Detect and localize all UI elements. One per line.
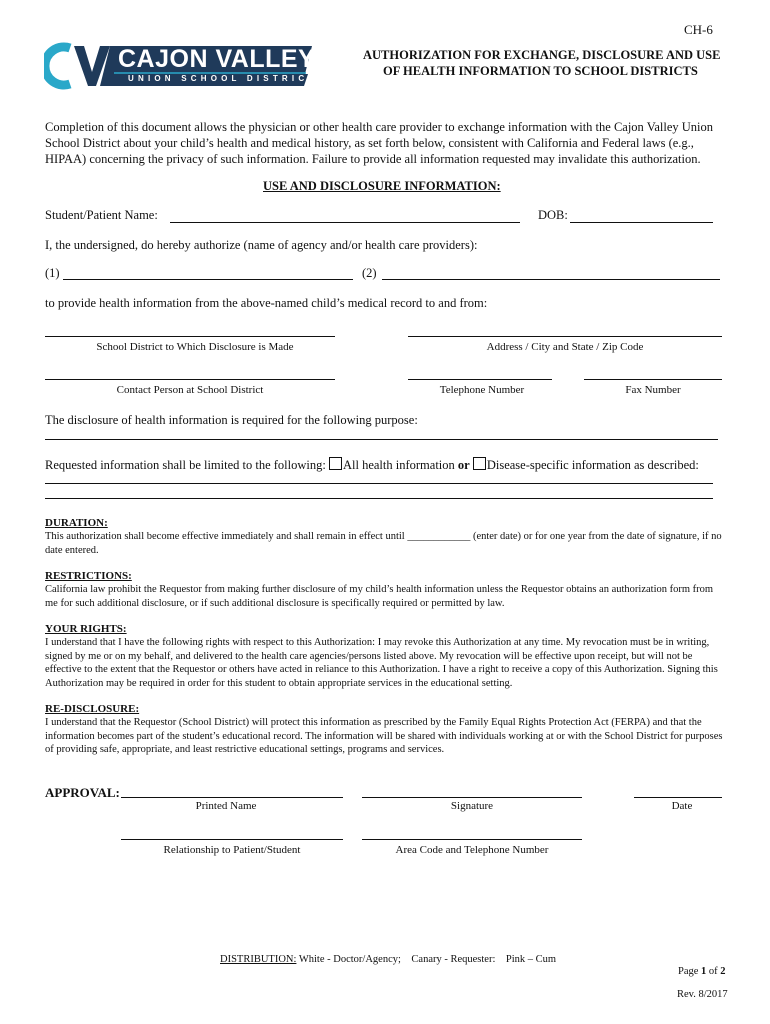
contact-person-caption: Contact Person at School District (116, 384, 264, 396)
school-district-field[interactable] (45, 336, 335, 337)
all-info-checkbox[interactable] (329, 457, 342, 470)
all-info-label: All health information (342, 458, 455, 472)
redisclosure-heading: RE-DISCLOSURE: (45, 703, 140, 715)
form-title-line2: OF HEALTH INFORMATION TO SCHOOL DISTRICTS (383, 64, 698, 78)
phone-field[interactable] (362, 839, 582, 840)
distribution-label: DISTRIBUTION: (220, 954, 297, 965)
fax-caption: Fax Number (625, 384, 681, 396)
description-line-1[interactable] (45, 483, 713, 484)
contact-person-field[interactable] (45, 379, 335, 380)
date-caption: Date (671, 800, 693, 812)
purpose-field[interactable] (45, 439, 718, 440)
approval-label: APPROVAL: (45, 785, 120, 800)
disease-specific-label: Disease-specific information as described: (486, 458, 699, 472)
provider1-label: (1) (45, 266, 60, 280)
signature-field[interactable] (362, 797, 582, 798)
telephone-caption: Telephone Number (439, 384, 525, 396)
page-number: Page 1 of 2 (678, 966, 726, 977)
printed-name-field[interactable] (121, 797, 343, 798)
intro-paragraph: Completion of this document allows the physician or other health care provider to exchange information with the Cajon Valley Union School District about your child’s health and medical history, as set forth below, consistent with California and Federal laws (e.g., HIPAA) concerning the privacy of such information. Failure to provide all information requested may invalidate this authorization. (45, 120, 714, 166)
form-title-line1: AUTHORIZATION FOR EXCHANGE, DISCLOSURE AND USE (363, 48, 721, 62)
distribution-items: White - Doctor/Agency; Canary - Requester: Pink – Cum (298, 954, 557, 965)
limited-to-row (45, 457, 699, 473)
duration-heading: DURATION: (45, 517, 108, 529)
telephone-field[interactable] (408, 379, 552, 380)
provide-text: to provide health information from the above-named child’s medical record to and from: (45, 296, 488, 310)
provider1-field[interactable] (63, 279, 353, 280)
provider2-field[interactable] (382, 279, 720, 280)
use-disclosure-heading: USE AND DISCLOSURE INFORMATION: (263, 179, 501, 193)
rights-heading: YOUR RIGHTS: (45, 623, 127, 635)
purpose-text: The disclosure of health information is required for the following purpose: (45, 413, 418, 427)
dob-field[interactable] (570, 222, 713, 223)
revision-date: Rev. 8/2017 (677, 989, 728, 1000)
rights-text: I understand that I have the following rights with respect to this Authorization: I may revoke this Authorization at any time. My revocation must be in writing, signed by me or on my behalf, and delivered to the health care agencies/persons listed above. My revocation will be effective upon receipt, but will not be effective to the extent that the Requestor or others have acted in reliance to this Authorization. I have a right to receive a copy of this Authorization. Signing this Authorization may be required in order for this student to obtain appropriate services in the educational setting. (45, 637, 718, 689)
description-line-2[interactable] (45, 498, 713, 499)
student-name-field[interactable] (170, 222, 520, 223)
district-logo (44, 42, 318, 90)
date-field[interactable] (634, 797, 722, 798)
duration-text: This authorization shall become effective immediately and shall remain in effect until ____________ (enter date) or for one year from the date of signature, if no date entered. (45, 531, 722, 556)
authorize-text: I, the undersigned, do hereby authorize (name of agency and/or health care providers): (45, 238, 478, 252)
redisclosure-text: I understand that the Requestor (School District) will protect this information as prescribed by the Family Equal Rights Protection Act (FERPA) and that the information becomes part of the student’s educational record. The information will be shared with individuals working at or with the School District for purposes of providing safe, appropriate, and least restrictive educational settings, programs and services. (45, 717, 723, 755)
form-code: CH-6 (684, 22, 713, 37)
address-caption: Address / City and State / Zip Code (486, 341, 644, 353)
relationship-caption: Relationship to Patient/Student (163, 844, 301, 856)
logo-subtext: UNION SCHOOL DISTRICT (128, 74, 318, 83)
school-district-caption: School District to Which Disclosure is Made (96, 341, 294, 353)
limited-to-text: Requested information shall be limited to the following: (45, 458, 326, 472)
relationship-field[interactable] (121, 839, 343, 840)
restrictions-heading: RESTRICTIONS: (45, 570, 132, 582)
disease-specific-checkbox[interactable] (473, 457, 486, 470)
student-name-label: Student/Patient Name: (45, 208, 158, 222)
fax-field[interactable] (584, 379, 722, 380)
dob-label: DOB: (538, 208, 568, 222)
logo-text: CAJON VALLEY (118, 45, 316, 73)
signature-caption: Signature (450, 800, 494, 812)
provider2-label: (2) (362, 266, 377, 280)
restrictions-text: California law prohibit the Requestor from making further disclosure of my child’s health information unless the Requestor obtains an authorization form from me for such additional disclosure, or if such additional disclosure is specifically required or permitted by law. (45, 584, 714, 609)
phone-caption: Area Code and Telephone Number (395, 844, 549, 856)
printed-name-caption: Printed Name (195, 800, 257, 812)
address-field[interactable] (408, 336, 722, 337)
or-text: or (457, 458, 470, 472)
distribution-line (220, 954, 556, 965)
